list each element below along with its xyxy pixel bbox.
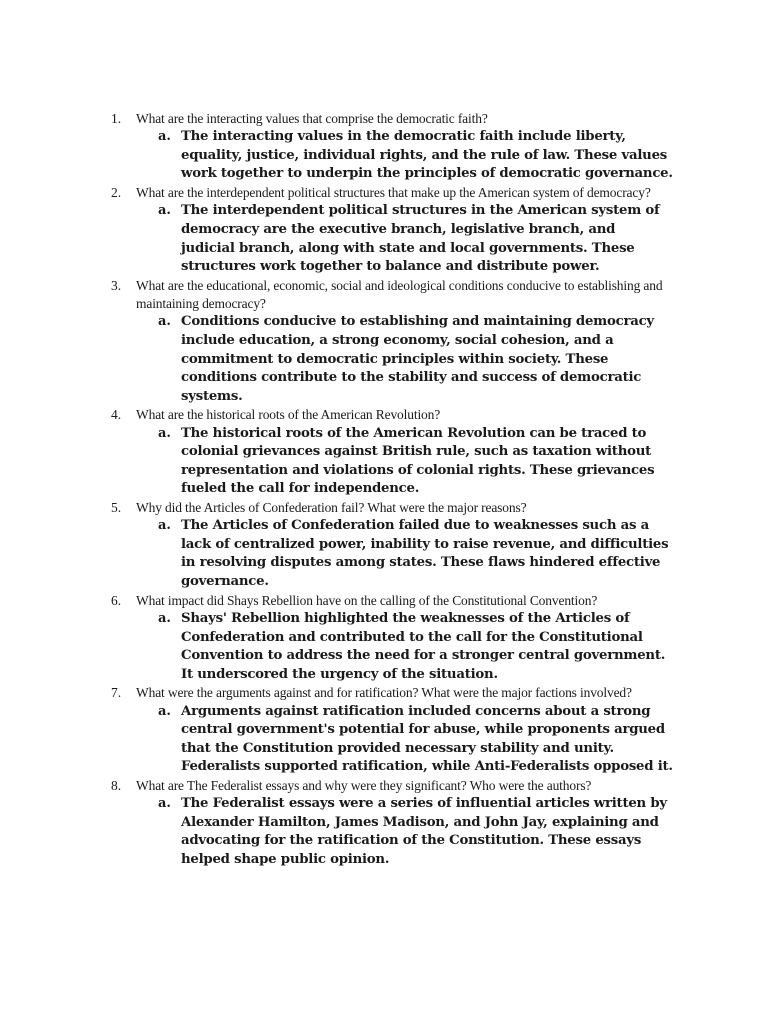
- answer-label: a.: [158, 796, 171, 812]
- question-number: 1.: [111, 111, 122, 126]
- answer-item: [111, 425, 671, 499]
- answer-label: a.: [158, 203, 171, 219]
- question-number: 2.: [111, 185, 122, 201]
- answer-item: [111, 128, 671, 184]
- question-item: [111, 110, 671, 184]
- answer-text: Arguments against ratification included concerns about a strong central government's potential for abuse, while proponents argued that the Constitution provided necessary stability and unity. Federalists supported ratification, while Anti-Federalists opposed it.: [181, 703, 673, 775]
- question-item: [111, 406, 671, 499]
- answer-item: [111, 795, 671, 869]
- answer-item: [111, 610, 671, 684]
- answer-item: [111, 517, 671, 591]
- question-item: [111, 277, 671, 407]
- question-number: 6.: [111, 592, 122, 608]
- question-item: [111, 499, 671, 592]
- question-text: What were the arguments against and for ratification? What were the major factions involved?: [136, 685, 632, 701]
- question-text: What are The Federalist essays and why were they significant? Who were the authors?: [136, 778, 592, 793]
- question-text: What are the interdependent political structures that make up the American system of democracy?: [136, 185, 651, 201]
- question-item: [111, 684, 671, 777]
- answer-text: The Federalist essays were a series of influential articles written by Alexander Hamilton, James Madison, and John Jay, explaining and advocating for the ratification of the Constitution. These essays helped shape public opinion.: [181, 796, 667, 868]
- question-number: 7.: [111, 685, 122, 701]
- answer-label: a.: [158, 314, 171, 330]
- answer-label: a.: [158, 425, 171, 441]
- question-item: [111, 777, 671, 870]
- answer-item: [111, 703, 671, 777]
- question-text: What are the educational, economic, social and ideological conditions conducive to establishing and maintaining democracy?: [136, 277, 663, 312]
- question-number: 3.: [111, 277, 122, 293]
- question-text: What are the interacting values that comprise the democratic faith?: [136, 111, 488, 126]
- question-list: [111, 110, 671, 870]
- answer-text: The historical roots of the American Revolution can be traced to colonial grievances against British rule, such as taxation without representation and violations of colonial rights. These grievances fueled the call for independence.: [181, 425, 655, 497]
- question-number: 5.: [111, 499, 122, 515]
- question-text: What are the historical roots of the American Revolution?: [136, 407, 441, 423]
- answer-text: Shays' Rebellion highlighted the weaknesses of the Articles of Confederation and contributed to the call for the Constitutional Convention to address the need for a stronger central government. It underscored the urgency of the situation.: [181, 610, 666, 682]
- answer-label: a.: [158, 703, 171, 719]
- answer-label: a.: [158, 518, 171, 534]
- question-item: [111, 184, 671, 277]
- answer-text: Conditions conducive to establishing and maintaining democracy include education, a strong economy, social cohesion, and a commitment to democratic principles within society. These conditions contribute to the stability and success of democratic systems.: [181, 314, 654, 404]
- answer-text: The Articles of Confederation failed due to weaknesses such as a lack of centralized power, inability to raise revenue, and difficulties in resolving disputes among states. These flaws hindered effective governance.: [181, 518, 669, 590]
- answer-text: The interacting values in the democratic faith include liberty, equality, justice, individual rights, and the rule of law. These values work together to underpin the principles of democratic governance.: [181, 129, 673, 182]
- answer-item: [111, 313, 671, 406]
- answer-item: [111, 202, 671, 276]
- question-text: Why did the Articles of Confederation fail? What were the major reasons?: [136, 499, 527, 515]
- answer-text: The interdependent political structures in the American system of democracy are the executive branch, legislative branch, and judicial branch, along with state and local governments. These structures work together to balance and distribute power.: [181, 203, 660, 275]
- question-text: What impact did Shays Rebellion have on the calling of the Constitutional Convention?: [136, 592, 598, 608]
- question-number: 8.: [111, 778, 122, 793]
- answer-label: a.: [158, 129, 171, 145]
- answer-label: a.: [158, 610, 171, 626]
- question-number: 4.: [111, 407, 122, 423]
- question-item: [111, 592, 671, 685]
